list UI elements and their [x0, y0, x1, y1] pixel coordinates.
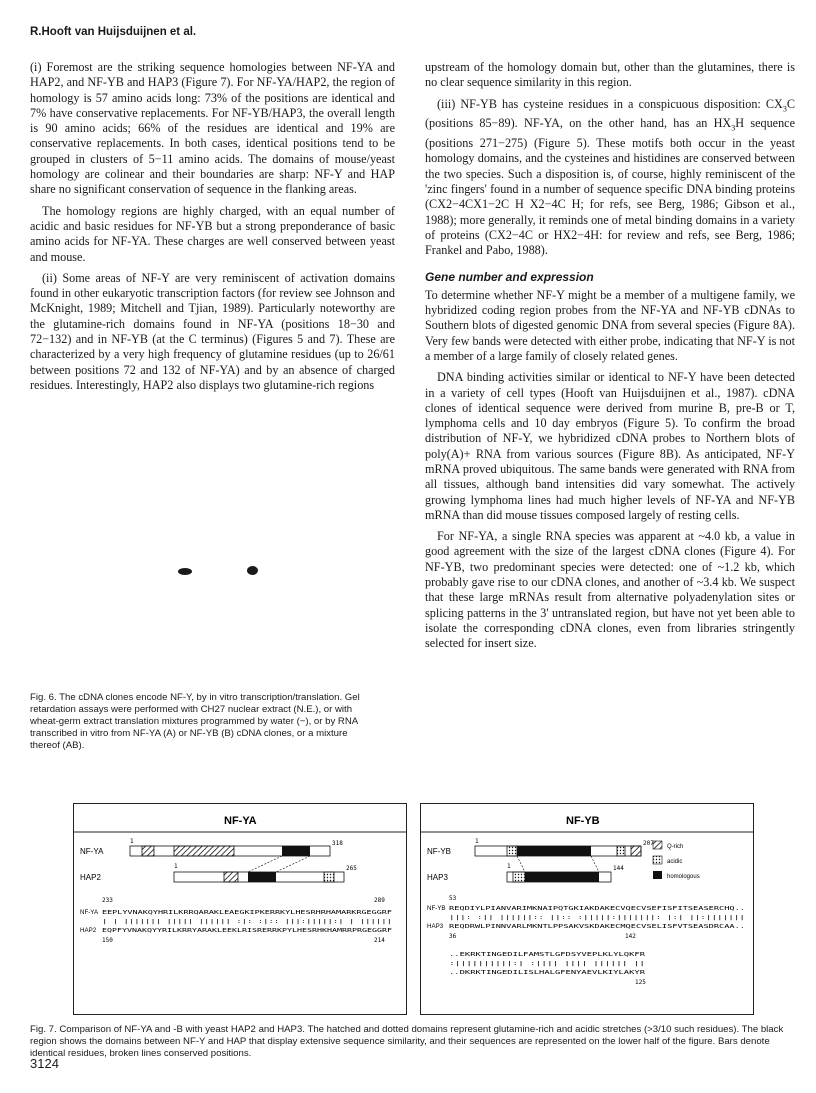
fig7a-seq-bottom: EQPFYVNAKQYYRILKRRYARAKLEEKLRISRERRKPYLHESRHKHAMRRPRGEGGRF [102, 928, 393, 934]
fig7b-seq-top2: ..EKRKTINGEDILFAMSTLGFDSYVEPLKLYLQKFR [449, 952, 646, 958]
paragraph-upstream: upstream of the homology domain but, other than the glutamines, there is no clear sequence similarity in this region. [425, 60, 795, 90]
fig7a-diagram [74, 804, 406, 1014]
fig7-panel-b [420, 803, 754, 1015]
hap2-qrich [224, 872, 238, 882]
fig7b-diagram [421, 804, 753, 1014]
nf-ya-qrich-1 [142, 846, 154, 856]
gel-spot-2 [247, 566, 258, 575]
fig7a-seq-label-bottom: HAP2 [80, 927, 97, 934]
fig7a-label-bottom: HAP2 [80, 873, 101, 882]
nf-ya-qrich-2 [174, 846, 234, 856]
fig7a-seq-end-top: 289 [374, 897, 385, 904]
nf-ya-homologous [282, 846, 310, 856]
hap3-acidic [513, 872, 525, 882]
nf-yb-acidic [507, 846, 517, 856]
page-number: 3124 [30, 1056, 59, 1071]
hap2-acidic [324, 872, 334, 882]
paragraph-cysteine: (iii) NF-YB has cysteine residues in a conspicuous disposition: $CX_3C$ (positions 85−89). NF-YA, on the other hand, has an $HX_3H$ sequence (positions 271−275) (Figure 5). These motifs both occur in the yeast homology domains, and the cysteines and histidines are conserved between the two species. Such a disposition is, of course, highly reminiscent of the 'zinc fingers' found in a number of sequence specific DNA binding proteins (CX2−4CX1−2C H X2−4C H; for refs, see Berg, 1986; Gibson et al., 1988); more generally, it reminds one of metal binding domains in a variety of proteins (CX2−4C or HX2−4H: for review and refs, see Berg, 1986; Frankel and Pabo, 1988). [425, 96, 795, 258]
right-column [425, 60, 795, 658]
fig7a-title: NF-YA [224, 815, 257, 827]
fig6-caption: Fig. 6. The cDNA clones encode NF-Y, by in vitro transcription/translation. Gel retardation assays were performed with CH27 nuclear extract (N.E.), or with wheat-germ extract translation mixtures programmed by water (−), or by RNA transcribed in vitro from NF-YA (A) or NF-YB (B) cDNA clones, or a mixture thereof (AB). [30, 692, 360, 751]
gel-spot-1 [178, 568, 192, 575]
fig7a-seq-start-bottom: 150 [102, 937, 113, 944]
legend-qrich-swatch [653, 841, 662, 849]
hap2-homologous [248, 872, 276, 882]
running-head: R.Hooft van Huijsduijnen et al. [30, 26, 197, 38]
fig7b-match2: :||||||||||:| :|||| |||| |||||| || [449, 961, 645, 967]
fig7b-end-bottom: 144 [613, 865, 624, 872]
fig7a-seq-label-top: NF-YA [80, 909, 99, 916]
fig7b-seq-bottom2: ..DKRKTINGEDILISLHALGFENYAEVLKIYLAKYR [449, 970, 646, 976]
fig7b-start-top: 1 [475, 838, 479, 845]
fig7b-start-bottom: 1 [507, 863, 511, 870]
fig7b-seq-top: REQDIYLPIANVARIMKNAIPQTGKIAKDAKECVQECVSEFISFITSEASERCHQ.. [449, 906, 745, 912]
fig7a-seq-start-top: 233 [102, 897, 113, 904]
fig7a-end-bottom: 265 [346, 865, 357, 872]
fig7a-start-top: 1 [130, 838, 134, 845]
fig7a-end-top: 318 [332, 840, 343, 847]
fig7b-seq-end2: 125 [635, 979, 646, 986]
fig7b-title: NF-YB [566, 815, 600, 827]
legend-qrich-label: Q-rich [667, 844, 684, 850]
paragraph-homology: (i) Foremost are the striking sequence homologies between NF-YA and HAP2, and NF-YB and HAP3 (Figure 7). For NF-YA/HAP2, the region of homology is 57 amino acids long: 73% of the positions are identical and 7% have conservative replacements. For NF-YB/HAP3, the overall length is 90 amino acids; 66% of the residues are identical and 19% are conservative replacements. In both cases, identical positions tend to be grouped in clusters of 5−11 amino acids. The domains of mouse/yeast homology are colinear and their boundaries are sharp: NF-Y and HAP share no significant conservation of sequence in the flanking areas. [30, 60, 395, 197]
fig7a-match: | | ||||||| ||||| |||||| :|: :|:: |||:|||||:| | |||||| [102, 919, 392, 925]
fig7-caption: Fig. 7. Comparison of NF-YA and -B with yeast HAP2 and HAP3. The hatched and dotted domains represent glutamine-rich and acidic stretches (>3/10 such residues). The black region shows the domains between NF-Y and HAP that display extensive sequence similarity, and their sequences are represented on the lower half of the figure. Bars denote identical residues, broken lines conserved positions. [30, 1024, 784, 1059]
fig7b-seq-label-top: NF-YB [427, 905, 446, 912]
fig7b-seq-start-top: 53 [449, 895, 457, 902]
fig7b-seq-bottom: REQDRWLPINNVARLMKNTLPPSAKVSKDAKECMQECVSELISFVTSEASDRCAA.. [449, 924, 745, 930]
fig7b-seq-mid-bottom: 142 [625, 933, 636, 940]
legend-homologous-swatch [653, 871, 662, 879]
fig7b-match: |||: :|| ||||||:: ||:: :|||||:|||||||: |:| ||:||||||| [449, 915, 745, 921]
legend-acidic-swatch [653, 856, 662, 864]
paragraph-rna-species: For NF-YA, a single RNA species was apparent at ~4.0 kb, a value in good agreement with the size of the largest cDNA clones (Figure 4). For NF-YB, two predominant species were detected: one of ~1.2 kb, which probably gave rise to our cDNA clones, and another of ~3.4 kb. We suspect that these large mRNAs result from alternative polyadenylation sites or splicing patterns in the 3' untranslated region, but have not yet been able to isolate the corresponding cDNA clones, even from libraries stringently selected for insert size. [425, 529, 795, 651]
fig7a-label-top: NF-YA [80, 847, 104, 856]
hap3-homologous [525, 872, 599, 882]
nf-yb-homologous [517, 846, 591, 856]
legend-homologous-label: homologous [667, 874, 700, 880]
paragraph-charges: The homology regions are highly charged, with an equal number of acidic and basic residues for NF-YB but a strong preponderance of basic amino acids for NF-YA. These charges are well conserved between yeast and mouse. [30, 203, 395, 264]
paragraph-southern: To determine whether NF-Y might be a member of a multigene family, we hybridized coding region probes from the NF-YA and NF-YB cDNAs to Southern blots of digested genomic DNA from several species (Figure 8A). Very few bands were detected with either probe, indicating that NF-Y is not a member of a large family of closely related genes. [425, 287, 795, 363]
fig7-panel-a [73, 803, 407, 1015]
nf-yb-acidic-2 [617, 846, 625, 856]
fig7b-end-top: 207 [643, 840, 654, 847]
paragraph-northern: DNA binding activities similar or identical to NF-Y have been detected in a variety of cell types (Hooft van Huijsduijnen et al., 1987). cDNA clones of identical sequence were derived from murine B, pre-B or T, lymphoma cells and 10 day embryos (Figure 5). To confirm the broad distribution of NF-Y, we hybridized cDNA probes to Northern blots of poly(A)+ RNA from various sources (Figure 8B). As anticipated, NF-Y mRNA proved ubiquitous. The same bands were generated with RNA from all tissues, although band intensities did vary somewhat. The actively growing lymphoma lines had much higher levels of NF-YA and NF-YB mRNA than did mouse tissues composed largely of resting cells. [425, 370, 795, 522]
fig7b-label-top: NF-YB [427, 847, 451, 856]
left-column [30, 60, 395, 399]
fig7a-seq-end-bottom: 214 [374, 937, 385, 944]
section-title: Gene number and expression [425, 270, 594, 285]
fig7b-seq-label-bottom: HAP3 [427, 923, 444, 930]
fig7b-seq-start-bottom: 36 [449, 933, 457, 940]
legend-acidic-label: acidic [667, 859, 683, 865]
fig7a-seq-top: EEPLYVNAKQYHRILKRRQARAKLEAEGKIPKERRKYLHESRHRHAMARKRGEGGRF [102, 910, 393, 916]
fig7b-label-bottom: HAP3 [427, 873, 448, 882]
nf-yb-qrich [631, 846, 641, 856]
fig7a-start-bottom: 1 [174, 863, 178, 870]
paragraph-activation-domains: (ii) Some areas of NF-Y are very reminiscent of activation domains found in other eukaryotic transcription factors (for review see Johnson and McKnight, 1989; Mitchell and Tjian, 1989). Particularly noteworthy are the glutamine-rich domains found in NF-YA (positions 18−30 and 72−132) and in NF-YB (at the C terminus) (Figures 5 and 7). These are characterized by a very high frequency of glutamine residues (up to 26/61 between positions 72 and 132 of NF-YA) and by an absence of charged residues. Interestingly, HAP2 also displays two glutamine-rich regions [30, 270, 395, 392]
